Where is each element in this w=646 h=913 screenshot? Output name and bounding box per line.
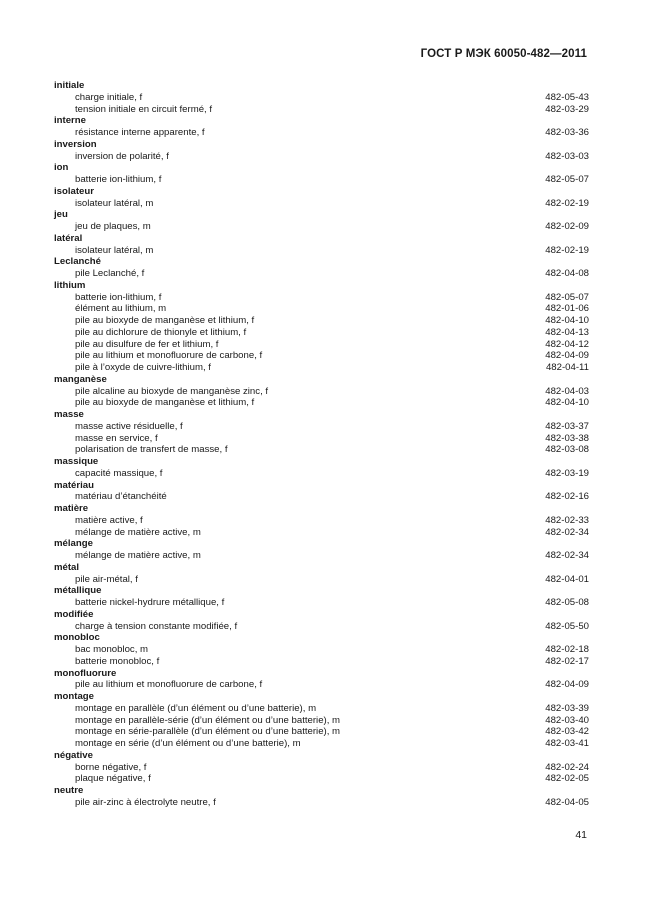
entry-code: 482-04-10 bbox=[545, 315, 589, 326]
index-entry bbox=[54, 656, 589, 668]
index-term: interne bbox=[54, 115, 86, 127]
entry-label: tension initiale en circuit fermé, f bbox=[75, 103, 213, 115]
entry-code: 482-02-09 bbox=[545, 221, 589, 232]
index-group bbox=[54, 609, 589, 633]
entry-label: pile au bioxyde de manganèse et lithium, f bbox=[75, 397, 255, 409]
index-entry bbox=[54, 515, 589, 527]
index-entry bbox=[54, 127, 589, 139]
index-entry bbox=[54, 621, 589, 633]
entry-label: pile au lithium et monofluorure de carbone, f bbox=[75, 350, 263, 362]
entry-label: matériau d’étanchéité bbox=[75, 491, 167, 503]
index-term: matière bbox=[54, 503, 89, 514]
index-entry bbox=[54, 268, 589, 280]
entry-label: montage en série-parallèle (d’un élément ou d’une batterie), m bbox=[75, 726, 341, 738]
entry-code: 482-05-43 bbox=[545, 91, 589, 103]
index-entry bbox=[54, 104, 589, 116]
entry-code: 482-05-07 bbox=[545, 291, 589, 303]
index-group bbox=[54, 115, 589, 139]
index-term: négative bbox=[54, 749, 93, 761]
index-term: jeu bbox=[54, 209, 68, 221]
entry-code: 482-04-05 bbox=[545, 796, 589, 808]
index-entry bbox=[54, 327, 589, 339]
entry-code: 482-03-08 bbox=[545, 444, 589, 456]
entry-code: 482-04-10 bbox=[545, 397, 589, 409]
entry-label: pile au bioxyde de manganèse et lithium, f bbox=[75, 315, 255, 326]
index-group bbox=[54, 139, 589, 163]
index-entry bbox=[54, 762, 589, 774]
index-entry bbox=[54, 339, 589, 351]
index-term: métal bbox=[54, 561, 80, 573]
index-term: mélange bbox=[54, 538, 93, 550]
entry-label: capacité massique, f bbox=[75, 467, 163, 479]
entry-label: isolateur latéral, m bbox=[75, 244, 154, 256]
entry-label: montage en série (d’un élément ou d’une batterie), m bbox=[75, 738, 301, 749]
index-term: manganèse bbox=[54, 373, 107, 385]
index-term: matériau bbox=[54, 479, 94, 491]
index-group bbox=[54, 233, 589, 257]
index-group bbox=[54, 162, 589, 186]
index-term: modifiée bbox=[54, 608, 94, 620]
entry-label: élément au lithium, m bbox=[75, 303, 167, 315]
index-term: latéral bbox=[54, 232, 83, 244]
index-entry bbox=[54, 350, 589, 362]
entry-label: pile à l’oxyde de cuivre-lithium, f bbox=[75, 362, 211, 373]
entry-label: bac monobloc, m bbox=[75, 644, 149, 655]
entry-code: 482-03-40 bbox=[545, 714, 589, 726]
entry-code: 482-04-12 bbox=[545, 338, 589, 350]
entry-code: 482-04-09 bbox=[545, 350, 589, 362]
entry-code: 482-05-08 bbox=[545, 597, 589, 608]
index-term: inversion bbox=[54, 138, 97, 150]
index-entry bbox=[54, 92, 589, 104]
entry-label: inversion de polarité, f bbox=[75, 150, 169, 162]
index-entry bbox=[54, 245, 589, 257]
entry-code: 482-03-39 bbox=[545, 702, 589, 714]
index-entry bbox=[54, 715, 589, 727]
index-group bbox=[54, 632, 589, 667]
index-entry bbox=[54, 550, 589, 562]
index-group bbox=[54, 785, 589, 809]
index-entry bbox=[54, 174, 589, 186]
entry-label: montage en parallèle (d’un élément ou d’une batterie), m bbox=[75, 702, 317, 714]
index-term: montage bbox=[54, 691, 94, 702]
entry-label: charge à tension constante modifiée, f bbox=[75, 620, 238, 632]
entry-code: 482-02-18 bbox=[545, 644, 589, 655]
entry-label: montage en parallèle-série (d’un élément ou d’une batterie), m bbox=[75, 714, 341, 726]
index-group bbox=[54, 538, 589, 562]
entry-code: 482-04-09 bbox=[545, 679, 589, 691]
entry-label: pile au lithium et monofluorure de carbone, f bbox=[75, 679, 263, 691]
entry-code: 482-05-07 bbox=[545, 174, 589, 185]
entry-code: 482-04-03 bbox=[545, 385, 589, 397]
entry-code: 482-03-38 bbox=[545, 432, 589, 444]
index-entry bbox=[54, 726, 589, 738]
index-entry bbox=[54, 679, 589, 691]
entry-label: matière active, f bbox=[75, 514, 143, 526]
index-group bbox=[54, 209, 589, 233]
entry-code: 482-02-19 bbox=[545, 197, 589, 209]
entry-label: pile au disulfure de fer et lithium, f bbox=[75, 338, 219, 350]
index-term: monobloc bbox=[54, 632, 100, 644]
index-term: masse bbox=[54, 409, 84, 420]
index-group bbox=[54, 409, 589, 456]
index-group bbox=[54, 503, 589, 538]
entry-label: masse en service, f bbox=[75, 432, 158, 444]
index-group bbox=[54, 668, 589, 692]
index-group bbox=[54, 186, 589, 210]
entry-code: 482-03-42 bbox=[545, 726, 589, 738]
entry-label: batterie nickel-hydrure métallique, f bbox=[75, 597, 225, 608]
entry-label: batterie ion-lithium, f bbox=[75, 291, 162, 303]
entry-code: 482-03-03 bbox=[545, 150, 589, 162]
index-entry bbox=[54, 221, 589, 233]
index-entry bbox=[54, 315, 589, 327]
entry-code: 482-02-05 bbox=[545, 773, 589, 785]
index-group bbox=[54, 256, 589, 280]
index-entry bbox=[54, 597, 589, 609]
entry-code: 482-04-08 bbox=[545, 268, 589, 279]
entry-code: 482-02-16 bbox=[545, 491, 589, 503]
document-header: ГОСТ Р МЭК 60050-482—2011 bbox=[420, 48, 587, 60]
index-group bbox=[54, 691, 589, 750]
entry-code: 482-02-24 bbox=[545, 761, 589, 773]
entry-code: 482-04-11 bbox=[545, 362, 589, 373]
entry-label: borne négative, f bbox=[75, 761, 147, 773]
index-entry bbox=[54, 491, 589, 503]
entry-label: mélange de matière active, m bbox=[75, 526, 201, 538]
index-group bbox=[54, 374, 589, 409]
index-entry bbox=[54, 397, 589, 409]
index-term: isolateur bbox=[54, 185, 94, 197]
entry-code: 482-02-34 bbox=[545, 550, 589, 561]
index-entry bbox=[54, 444, 589, 456]
entry-label: batterie monobloc, f bbox=[75, 655, 160, 667]
entry-code: 482-03-29 bbox=[545, 103, 589, 115]
index-term: métallique bbox=[54, 585, 102, 597]
entry-label: charge initiale, f bbox=[75, 91, 143, 103]
entry-label: masse active résiduelle, f bbox=[75, 420, 183, 432]
index-entry bbox=[54, 386, 589, 398]
index-group bbox=[54, 280, 589, 374]
index-entry bbox=[54, 151, 589, 163]
entry-label: batterie ion-lithium, f bbox=[75, 174, 162, 185]
entry-label: résistance interne apparente, f bbox=[75, 127, 205, 138]
entry-label: polarisation de transfert de masse, f bbox=[75, 444, 228, 456]
index-group bbox=[54, 585, 589, 609]
index-group bbox=[54, 562, 589, 586]
index-entry bbox=[54, 797, 589, 809]
entry-label: pile Leclanché, f bbox=[75, 268, 145, 279]
entry-label: pile air-zinc à électrolyte neutre, f bbox=[75, 796, 216, 808]
index-entry bbox=[54, 433, 589, 445]
index-term: monofluorure bbox=[54, 667, 117, 679]
index-entry bbox=[54, 292, 589, 304]
entry-code: 482-03-36 bbox=[545, 127, 589, 138]
index-entry bbox=[54, 773, 589, 785]
index-term: initiale bbox=[54, 80, 85, 91]
entry-code: 482-03-41 bbox=[545, 738, 589, 749]
entry-code: 482-05-50 bbox=[545, 620, 589, 632]
index-entry bbox=[54, 198, 589, 210]
entry-code: 482-03-19 bbox=[545, 467, 589, 479]
index-term: lithium bbox=[54, 279, 86, 291]
entry-code: 482-02-34 bbox=[545, 526, 589, 538]
entry-label: plaque négative, f bbox=[75, 773, 151, 785]
entry-label: jeu de plaques, m bbox=[75, 221, 151, 232]
index-group bbox=[54, 750, 589, 785]
entry-label: mélange de matière active, m bbox=[75, 550, 201, 561]
index-entry bbox=[54, 738, 589, 750]
index-entry bbox=[54, 574, 589, 586]
index-group bbox=[54, 480, 589, 504]
index-group bbox=[54, 80, 589, 115]
index-term: Leclanché bbox=[54, 256, 101, 268]
entry-code: 482-04-01 bbox=[545, 573, 589, 585]
index-entry bbox=[54, 644, 589, 656]
index-entry bbox=[54, 468, 589, 480]
entry-label: pile air-métal, f bbox=[75, 573, 138, 585]
entry-code: 482-03-37 bbox=[545, 420, 589, 432]
entry-code: 482-02-19 bbox=[545, 244, 589, 256]
page-number: 41 bbox=[575, 829, 587, 841]
entry-label: isolateur latéral, m bbox=[75, 197, 154, 209]
index-entry bbox=[54, 421, 589, 433]
entry-code: 482-04-13 bbox=[545, 326, 589, 338]
index-group bbox=[54, 456, 589, 480]
index-entry bbox=[54, 303, 589, 315]
entry-label: pile alcaline au bioxyde de manganèse zinc, f bbox=[75, 385, 269, 397]
entry-code: 482-01-06 bbox=[545, 303, 589, 315]
index-term: ion bbox=[54, 162, 69, 174]
index-term: massique bbox=[54, 456, 99, 467]
entry-code: 482-02-17 bbox=[545, 655, 589, 667]
index-term: neutre bbox=[54, 785, 84, 796]
entry-code: 482-02-33 bbox=[545, 514, 589, 526]
index-entry bbox=[54, 527, 589, 539]
index-entry bbox=[54, 703, 589, 715]
index-list bbox=[54, 80, 589, 809]
entry-label: pile au dichlorure de thionyle et lithium, f bbox=[75, 326, 247, 338]
index-entry bbox=[54, 362, 589, 374]
